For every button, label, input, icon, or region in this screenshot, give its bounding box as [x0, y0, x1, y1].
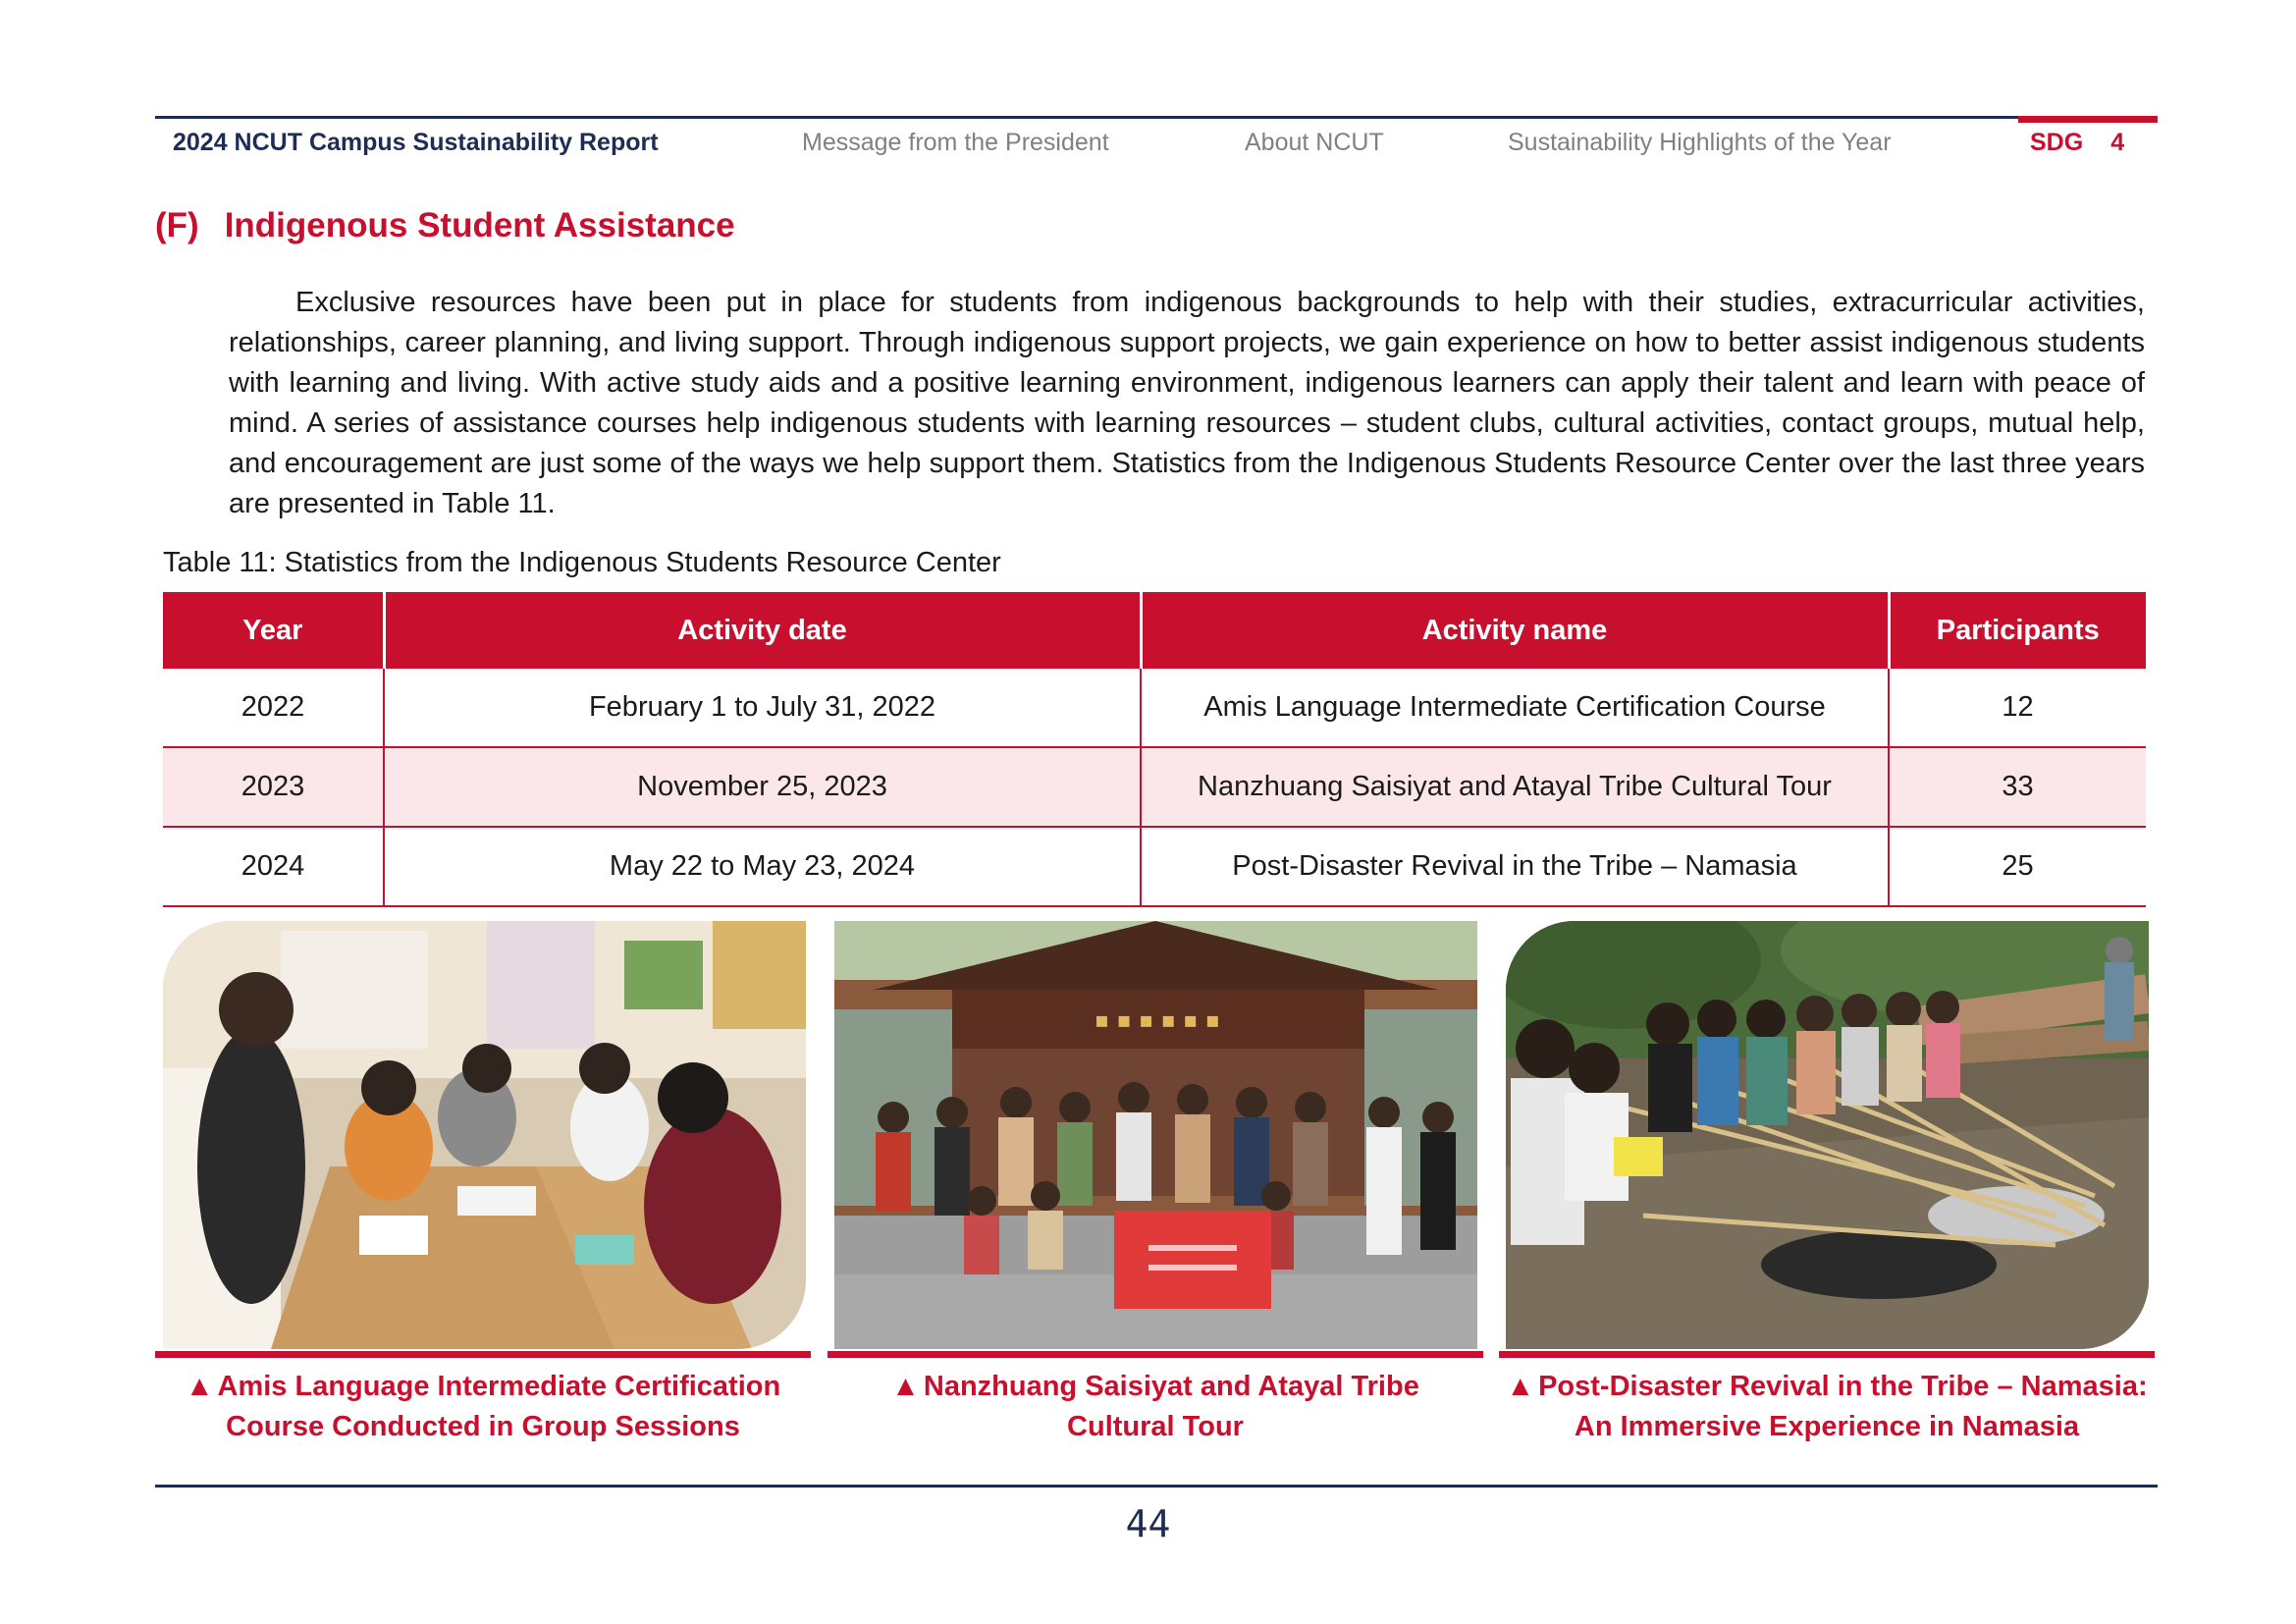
photo-cultural-tour	[834, 921, 1477, 1349]
cell-participants: 33	[1889, 747, 2146, 827]
caption-line: An Immersive Experience in Namasia	[1574, 1411, 2080, 1442]
cell-activity-date: May 22 to May 23, 2024	[384, 827, 1141, 906]
statistics-table	[163, 592, 2146, 907]
table-header-row	[163, 592, 2146, 669]
triangle-marker-icon: ▲	[891, 1371, 920, 1402]
cell-participants: 12	[1889, 669, 2146, 747]
section-heading	[155, 206, 735, 245]
photo-underline	[828, 1351, 1483, 1358]
sdg-number: 4	[2110, 129, 2125, 156]
header-activity-date: Activity date	[384, 592, 1141, 669]
section-letter: (F)	[155, 206, 199, 244]
photo-caption	[155, 1367, 811, 1447]
table-row	[163, 747, 2146, 827]
cell-activity-name: Amis Language Intermediate Certification Course	[1141, 669, 1889, 747]
caption-line: Post-Disaster Revival in the Tribe – Namasia:	[1538, 1371, 2148, 1402]
triangle-marker-icon: ▲	[185, 1371, 214, 1402]
caption-line: Course Conducted in Group Sessions	[226, 1411, 740, 1442]
footer-rule	[155, 1485, 2158, 1488]
cell-year: 2024	[163, 827, 384, 906]
cell-activity-name: Nanzhuang Saisiyat and Atayal Tribe Cultural Tour	[1141, 747, 1889, 827]
cell-activity-name: Post-Disaster Revival in the Tribe – Namasia	[1141, 827, 1889, 906]
section-title: Indigenous Student Assistance	[224, 206, 735, 244]
cell-activity-date: November 25, 2023	[384, 747, 1141, 827]
sdg-label: SDG	[2030, 129, 2084, 156]
caption-line: Cultural Tour	[1067, 1411, 1244, 1442]
table-caption: Table 11: Statistics from the Indigenous Students Resource Center	[163, 547, 1001, 578]
photo-amis-language-course	[163, 921, 806, 1349]
header-year: Year	[163, 592, 384, 669]
svg-text:▪ ▪ ▪ ▪ ▪ ▪: ▪ ▪ ▪ ▪ ▪ ▪	[1095, 1008, 1220, 1033]
page-number: 44	[1125, 1502, 1171, 1545]
sdg-tag	[2030, 129, 2124, 157]
photo-underline	[155, 1351, 811, 1358]
photo-caption	[828, 1367, 1483, 1447]
cell-activity-date: February 1 to July 31, 2022	[384, 669, 1141, 747]
table-row	[163, 827, 2146, 906]
caption-line: Nanzhuang Saisiyat and Atayal Tribe	[923, 1371, 1419, 1402]
nav-link-about[interactable]: About NCUT	[1245, 129, 1384, 156]
nav-link-president-message[interactable]: Message from the President	[802, 129, 1109, 156]
cell-year: 2023	[163, 747, 384, 827]
photo-caption	[1499, 1367, 2155, 1447]
photo-underline	[1499, 1351, 2155, 1358]
table-row	[163, 669, 2146, 747]
cell-year: 2022	[163, 669, 384, 747]
intro-paragraph: Exclusive resources have been put in place for students from indigenous backgrounds to help with their studies, extracurricular activities, relationships, career planning, and living support. Through indigenous support projects, we gain experience on how to better assist indigenous students with learning and living. With active study aids and a positive learning environment, indigenous learners can apply their talent and learn with peace of mind. A series of assistance courses help indigenous students with learning resources – student clubs, cultural activities, contact groups, mutual help, and encouragement are just some of the ways we help support them. Statistics from the Indigenous Students Resource Center over the last three years are presented in Table 11.	[229, 287, 2145, 519]
triangle-marker-icon: ▲	[1506, 1371, 1535, 1402]
nav-link-highlights[interactable]: Sustainability Highlights of the Year	[1508, 129, 1892, 156]
report-title: 2024 NCUT Campus Sustainability Report	[173, 129, 659, 156]
cell-participants: 25	[1889, 827, 2146, 906]
photo-namasia-revival	[1506, 921, 2149, 1349]
header-activity-name: Activity name	[1141, 592, 1889, 669]
header-accent-bar	[2018, 116, 2158, 123]
header-participants: Participants	[1889, 592, 2146, 669]
header-rule	[155, 116, 2018, 119]
caption-line: Amis Language Intermediate Certification	[217, 1371, 781, 1402]
